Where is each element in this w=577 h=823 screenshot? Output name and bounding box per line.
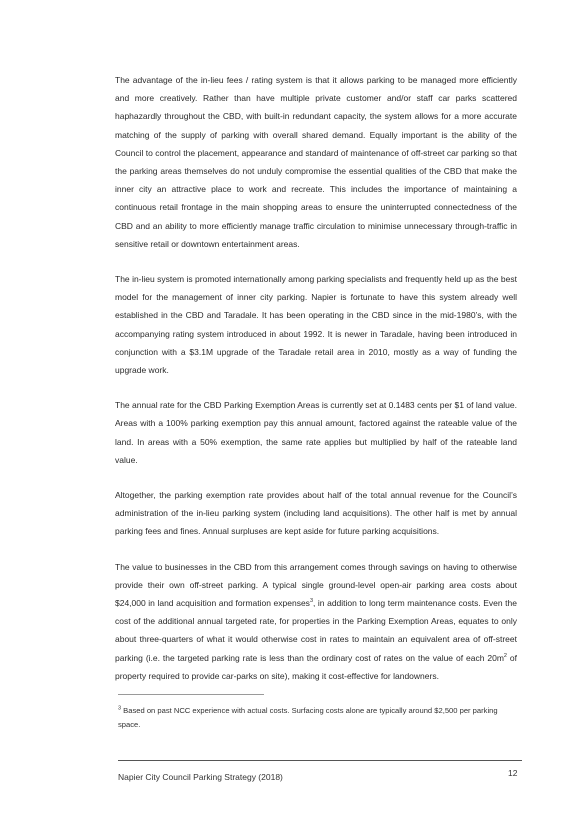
paragraph-5-part-1: The value to businesses in the CBD from this arrangement comes through savings on having to otherwise provide their own off-street parking. A typical single ground-level open-air parking area costs about $24,000 in land acquisition and formation expenses <box>115 561 517 609</box>
paragraph-1: The advantage of the in-lieu fees / rating system is that it allows parking to be managed more efficiently and more creatively. Rather than have multiple private customer and/or staff car parks scattered haphazardly throughout the CBD, with built-in redundant capacity, the system allows for a more accurate matching of the supply of parking with overall shared demand. Equally important is the ability of the Council to control the placement, appearance and standard of maintenance of off-street car parking so that the parking areas themselves do not unduly compromise the essential qualities of the CBD that make the inner city an attractive place to work and recreate. This includes the importance of maintaining a continuous retail frontage in the main shopping areas to ensure the uninterrupted connectedness of the CBD and an ability to more efficiently manage traffic circulation to minimise unnecessary through-traffic in sensitive retail or downtown entertainment areas. <box>115 75 517 249</box>
footnote-divider <box>118 694 264 695</box>
footnote-reference[interactable]: 3 <box>309 598 313 605</box>
paragraph-5-part-3: of property required to provide car-parks on site), making it cost-effective for landowners. <box>115 652 517 681</box>
paragraph-5 <box>115 558 517 685</box>
footer-divider <box>118 760 522 761</box>
footnote-text: Based on past NCC experience with actual costs. Surfacing costs alone are typically around $2,500 per parking space. <box>118 706 498 730</box>
footnote-marker: 3 <box>118 705 122 712</box>
paragraph-3: The annual rate for the CBD Parking Exemption Areas is currently set at 0.1483 cents per $1 of land value. Areas with a 100% parking exemption pay this annual amount, factored against the rateable value of the land. In areas with a 50% exemption, the same rate applies but multiplied by half of the rateable land value. <box>115 400 517 465</box>
footer-title: Napier City Council Parking Strategy (2018) <box>118 772 283 782</box>
squared-superscript: 2 <box>503 652 507 659</box>
body-text <box>115 71 517 702</box>
paragraph-2: The in-lieu system is promoted internationally among parking specialists and frequently held up as the best model for the management of inner city parking. Napier is fortunate to have this system already well established in the CBD and Taradale. It has been operating in the CBD since in the mid-1980’s, with the accompanying rating system introduced in about 1992. It is newer in Taradale, having been introduced in conjunction with a $3.1M upgrade of the Taradale retail area in 2010, mostly as a way of funding the upgrade work. <box>115 274 517 376</box>
paragraph-4: Altogether, the parking exemption rate provides about half of the total annual revenue for the Council’s administration of the in-lieu parking system (including land acquisitions). The other half is met by annual parking fees and fines. Annual surpluses are kept aside for future parking acquisitions. <box>115 490 517 537</box>
paragraph-5-part-2: , in addition to long term maintenance costs. Even the cost of the additional annual targeted rate, for properties in the Parking Exemption Areas, equates to only about three-quarters of what it would otherwise cost in rates to maintain an equivalent area of off-street parking (i.e. the targeted parking rate is less than the ordinary cost of rates on the value of each 20m <box>115 598 517 663</box>
footnote <box>118 704 518 733</box>
page-number: 12 <box>508 768 518 778</box>
